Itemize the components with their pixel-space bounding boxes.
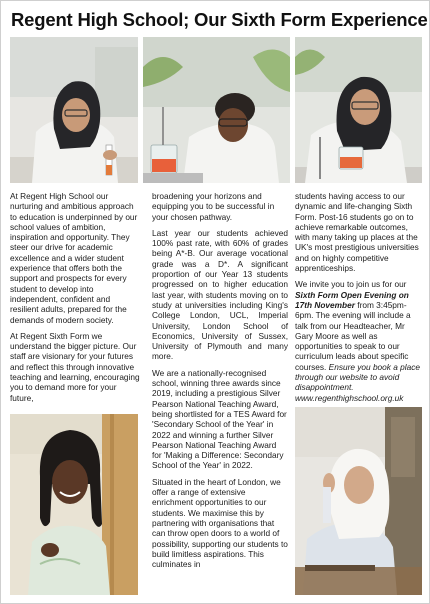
website-link[interactable]: www.regenthighschool.org.uk [295, 392, 404, 403]
outcomes-paragraph: students having access to our dynamic and life-changing Sixth Form. Post-16 students go on to achieve remarkable outcomes, with many taking up places at the UK's most prestigious universities and on highly competitive apprenticeships. [295, 191, 419, 274]
horizons-paragraph: broadening your horizons and equipping you to be successful in your chosen pathway. [152, 191, 275, 222]
results-paragraph: Last year our students achieved 100% past rate, with 60% of grades being A*-B. Our average vocational grade was a D*. A significant proportion of our Year 13 students progressed on to higher education last year, with students moving on to study at universities including King's College London, UCL, Imperial University, London School of Economics, University of Sussex, University of Plymouth and many more. [152, 227, 288, 362]
photo-student-white-hijab [295, 407, 422, 595]
enrichment-paragraph: Situated in the heart of London, we offer a range of extensive enrichment opportunities to our students. We maximise this by partnering with organisations that can throw open doors to a world of possibility, supporting our students to build limitless aspirations. This culminates in [152, 476, 288, 570]
text-column-2 [152, 191, 288, 575]
invite-text: We invite you to join us for our [295, 279, 407, 290]
awards-paragraph: We are a nationally-recognised school, winning three awards since 2019, including a prestigious Silver Pearson National Teaching Award, being shortlisted for a TES Award for 'Secondary School of the Year' in 2022 and winning a further Silver Pearson National Teaching Award for 'Making a Difference: Secondary School of the Year' in 2022. [152, 367, 287, 471]
photo-student-lab-beaker [143, 37, 290, 183]
photo-student-lab-glasses [295, 37, 422, 183]
intro-paragraph: At Regent High School our nurturing and ambitious approach to education is underpinned by our school values of ambition, inspiration and opportunity. They steer our drive for academic excellence and a wider student experience that offers both the support and prospects for every student to develop into independent, confident and resilient adults, prepared for the demands of modern society. [10, 191, 138, 325]
text-column-3 [295, 191, 422, 409]
open-evening-event: Sixth Form Open Evening on 17th November [295, 289, 409, 310]
photo-student-braids-smiling [10, 414, 138, 595]
open-evening-paragraph [295, 279, 422, 403]
page-title: Regent High School; Our Sixth Form Experience [11, 9, 428, 30]
sixth-form-paragraph: At Regent Sixth Form we understand the bigger picture. Our staff are visionary for your futures and reflect this through innovative teaching and learning, encouraging you to demand more for your future, [10, 330, 140, 403]
booking-note: Ensure you book a place through our website to avoid disappointment. [295, 361, 420, 393]
evening-details: from 3:45pm-6pm. The evening will include a talk from our Headteacher, Mr Gary Moore as well as opportunities to speak to our curriculum leads about specific courses. [295, 299, 411, 372]
text-column-1 [10, 191, 140, 409]
photo-student-lab-hijab [10, 37, 138, 183]
